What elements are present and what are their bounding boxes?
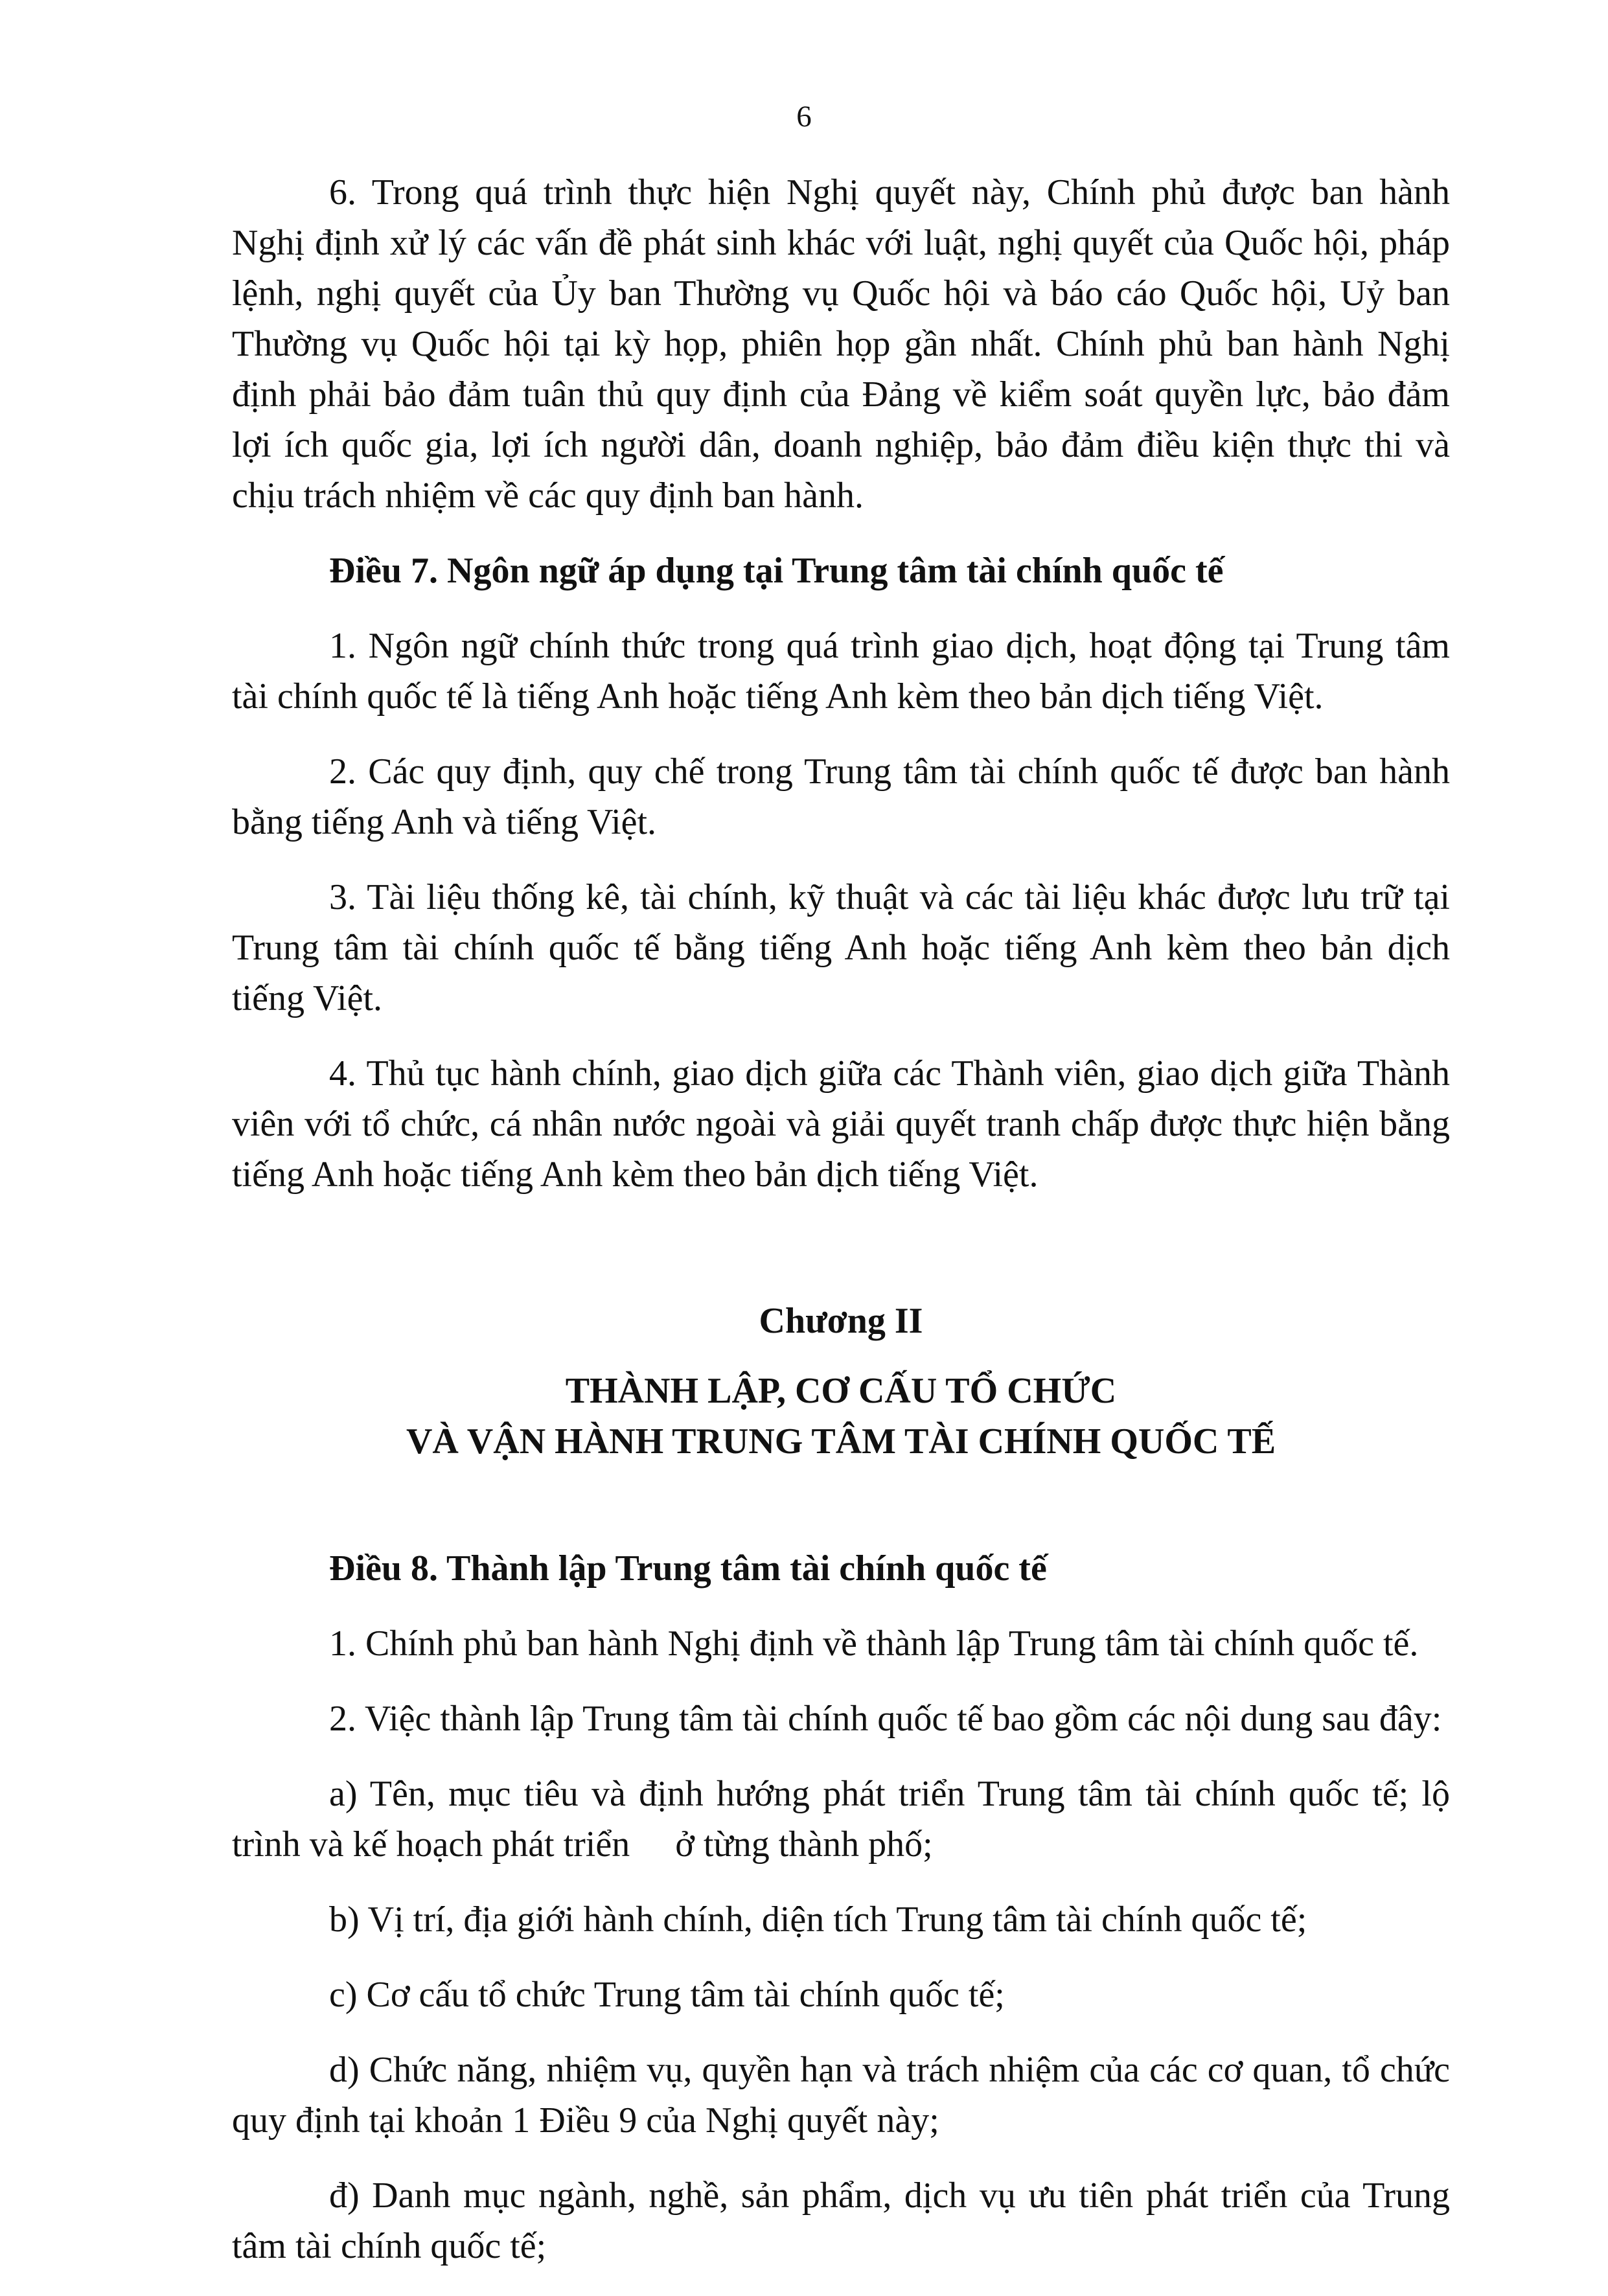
text-line: tâm tài chính quốc tế; bbox=[232, 2226, 547, 2266]
paragraph-article8-point-dd bbox=[232, 2170, 1450, 2271]
paragraph-article7-clause1 bbox=[232, 621, 1450, 722]
chapter-label: Chương II bbox=[759, 1301, 923, 1341]
document-body bbox=[232, 167, 1450, 2296]
page-number: 6 bbox=[796, 100, 812, 133]
chapter-title-line2: VÀ VẬN HÀNH TRUNG TÂM TÀI CHÍNH QUỐC TẾ bbox=[406, 1421, 1276, 1462]
text-line: 4. Thủ tục hành chính, giao dịch giữa các Thành viên, giao dịch giữa Thành bbox=[329, 1053, 1450, 1094]
text-line: 6. Trong quá trình thực hiện Nghị quyết này, Chính phủ được ban hành bbox=[329, 172, 1450, 212]
paragraph-article8-clause2: 2. Việc thành lập Trung tâm tài chính quốc tế bao gồm các nội dung sau đây: bbox=[329, 1699, 1442, 1739]
text-line: tiếng Anh hoặc tiếng Anh kèm theo bản dịch tiếng Việt. bbox=[232, 1154, 1039, 1195]
paragraph-article8-clause1: 1. Chính phủ ban hành Nghị định về thành lập Trung tâm tài chính quốc tế. bbox=[329, 1624, 1419, 1664]
spacer bbox=[232, 1346, 1450, 1366]
text-line: 3. Tài liệu thống kê, tài chính, kỹ thuật và các tài liệu khác được lưu trữ tại bbox=[329, 877, 1450, 917]
text-line: Thường vụ Quốc hội tại kỳ họp, phiên họp gần nhất. Chính phủ ban hành Nghị bbox=[232, 324, 1450, 364]
spacer bbox=[232, 1224, 1450, 1296]
text-line: Trung tâm tài chính quốc tế bằng tiếng Anh hoặc tiếng Anh kèm theo bản dịch bbox=[232, 928, 1450, 968]
text-line: Nghị định xử lý các vấn đề phát sinh khác với luật, nghị quyết của Quốc hội, pháp bbox=[232, 223, 1450, 263]
chapter-title-line1: THÀNH LẬP, CƠ CẤU TỔ CHỨC bbox=[565, 1371, 1117, 1411]
text-line: 2. Các quy định, quy chế trong Trung tâm tài chính quốc tế được ban hành bbox=[329, 752, 1450, 792]
paragraph-article8-point-b: b) Vị trí, địa giới hành chính, diện tích Trung tâm tài chính quốc tế; bbox=[329, 1900, 1307, 1940]
text-line: lợi ích quốc gia, lợi ích người dân, doanh nghiệp, bảo đảm điều kiện thực thi và bbox=[232, 425, 1450, 465]
text-line: tiếng Việt. bbox=[232, 978, 383, 1018]
text-line: chịu trách nhiệm về các quy định ban hành. bbox=[232, 476, 864, 516]
text-line: d) Chức năng, nhiệm vụ, quyền hạn và trách nhiệm của các cơ quan, tổ chức bbox=[329, 2050, 1450, 2090]
paragraph-article8-point-a bbox=[232, 1769, 1450, 1870]
text-line: định phải bảo đảm tuân thủ quy định của Đảng về kiểm soát quyền lực, bảo đảm bbox=[232, 374, 1450, 415]
spacer bbox=[232, 1467, 1450, 1543]
paragraph-article7-clause4 bbox=[232, 1048, 1450, 1200]
paragraph-article6-clause6 bbox=[232, 167, 1450, 521]
article8-heading: Điều 8. Thành lập Trung tâm tài chính quốc tế bbox=[329, 1548, 1047, 1589]
text-line: đ) Danh mục ngành, nghề, sản phẩm, dịch vụ ưu tiên phát triển của Trung bbox=[329, 2175, 1450, 2216]
text-line: trình và kế hoạch phát triển ở từng thành phố; bbox=[232, 1824, 933, 1865]
paragraph-article8-point-c: c) Cơ cấu tổ chức Trung tâm tài chính quốc tế; bbox=[329, 1975, 1005, 2015]
text-line: bằng tiếng Anh và tiếng Việt. bbox=[232, 802, 657, 842]
text-line: 1. Ngôn ngữ chính thức trong quá trình giao dịch, hoạt động tại Trung tâm bbox=[329, 626, 1450, 666]
paragraph-article8-point-d bbox=[232, 2045, 1450, 2146]
text-line: a) Tên, mục tiêu và định hướng phát triển Trung tâm tài chính quốc tế; lộ bbox=[329, 1774, 1450, 1814]
text-line: lệnh, nghị quyết của Ủy ban Thường vụ Quốc hội và báo cáo Quốc hội, Uỷ ban bbox=[232, 273, 1450, 314]
text-line: viên với tổ chức, cá nhân nước ngoài và giải quyết tranh chấp được thực hiện bằng bbox=[232, 1104, 1450, 1144]
paragraph-article7-clause2 bbox=[232, 746, 1450, 847]
text-line: tài chính quốc tế là tiếng Anh hoặc tiếng Anh kèm theo bản dịch tiếng Việt. bbox=[232, 676, 1324, 717]
text-line: quy định tại khoản 1 Điều 9 của Nghị quyết này; bbox=[232, 2100, 939, 2141]
paragraph-article7-clause3 bbox=[232, 872, 1450, 1024]
article7-heading: Điều 7. Ngôn ngữ áp dụng tại Trung tâm tài chính quốc tế bbox=[329, 551, 1224, 591]
